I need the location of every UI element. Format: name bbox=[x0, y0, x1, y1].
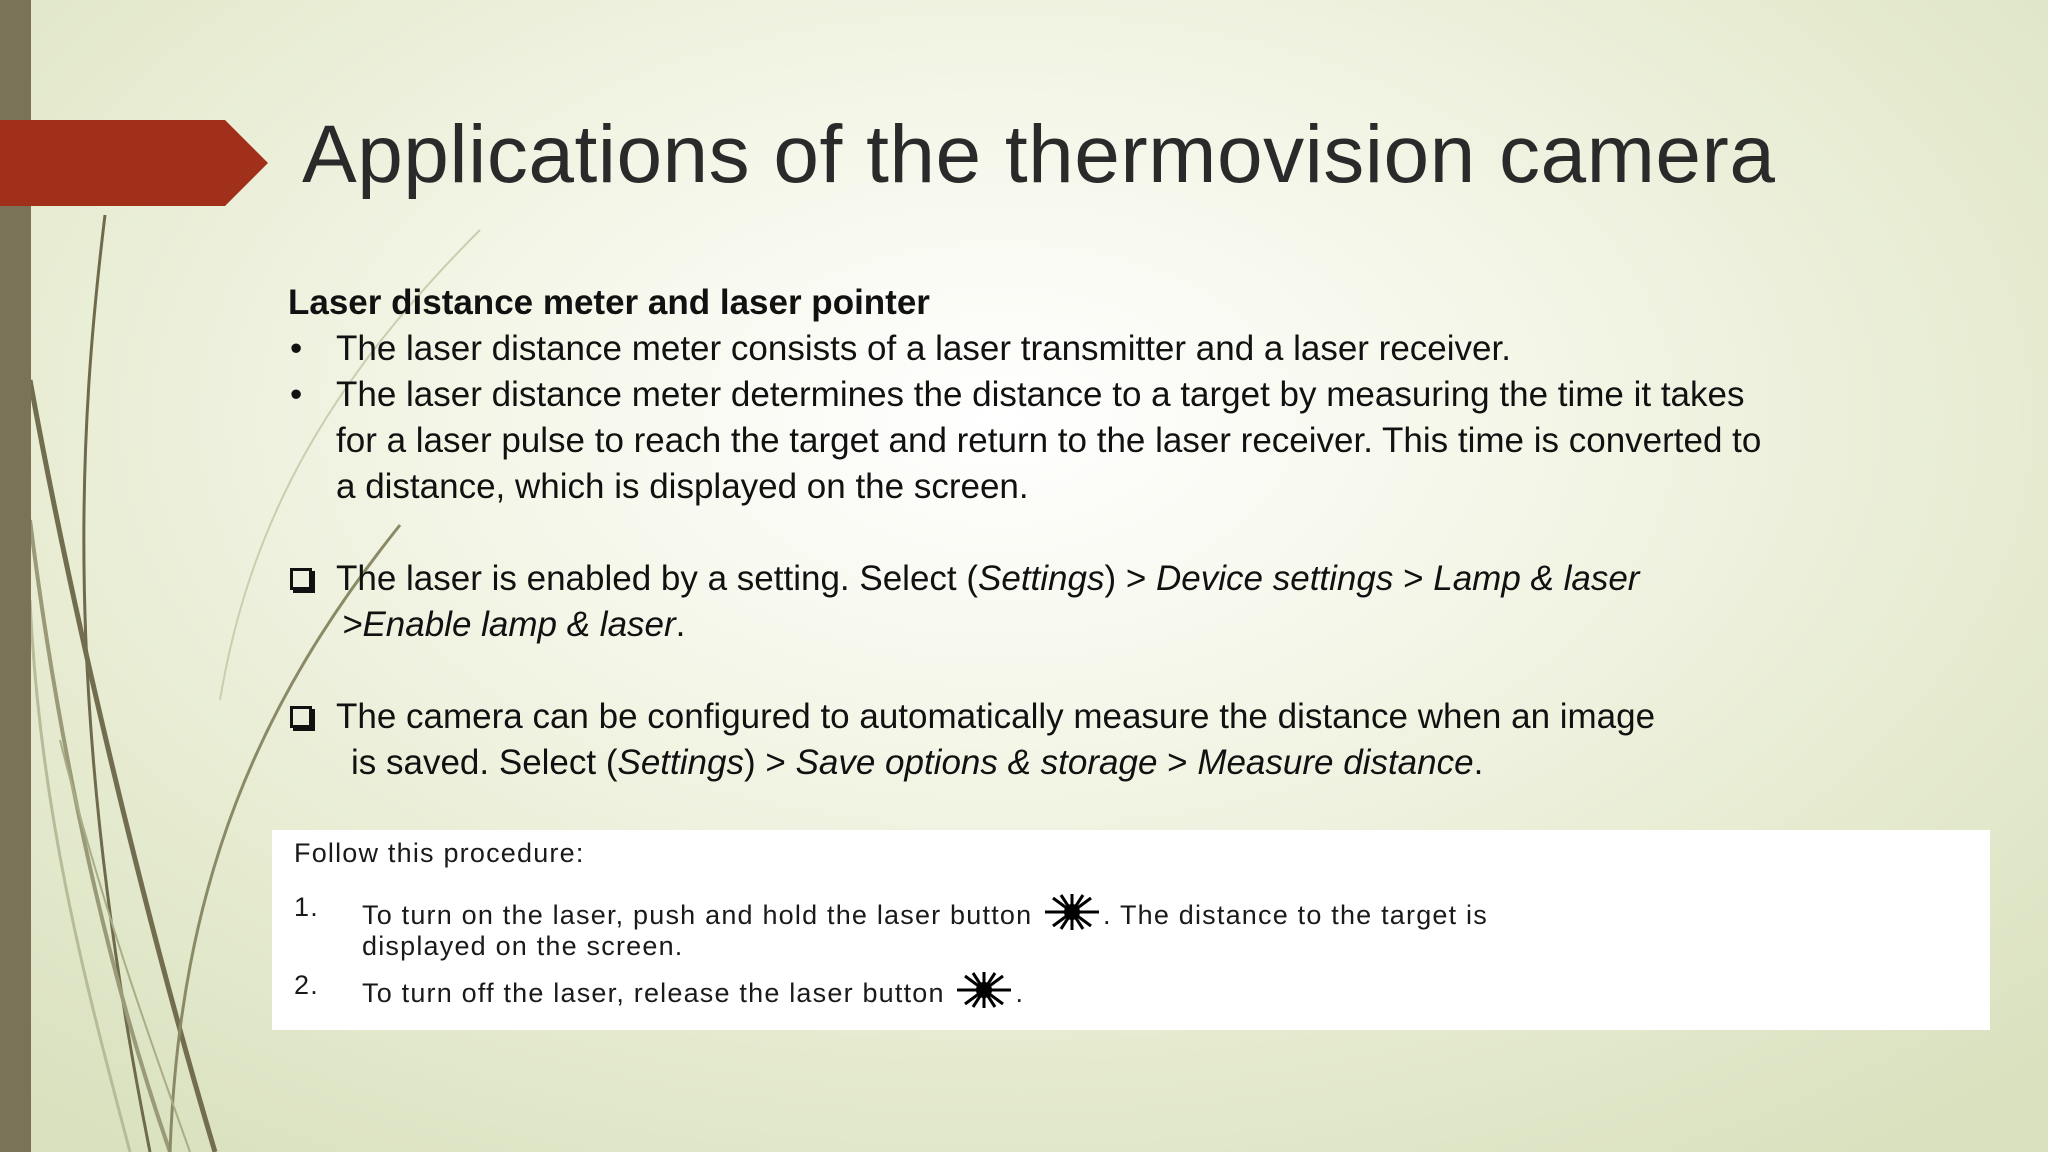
laser-burst-icon bbox=[953, 970, 1015, 1010]
checkbox-bullet-icon bbox=[290, 706, 312, 728]
section-heading: Laser distance meter and laser pointer bbox=[288, 283, 930, 322]
bullet-dot: • bbox=[290, 375, 303, 414]
procedure-title: Follow this procedure: bbox=[294, 838, 585, 868]
procedure-box: Follow this procedure: 1. To turn on the laser, push and hold the laser button . The distance to the target is displayed on the screen. 2. To turn off the laser, release the laser button . bbox=[272, 830, 1990, 1030]
bullet-item bbox=[288, 372, 1948, 510]
checkbox-bullet-icon bbox=[290, 568, 312, 590]
bullet-text: The laser distance meter consists of a laser transmitter and a laser receiver. bbox=[336, 329, 1511, 368]
bullet-item bbox=[288, 326, 1948, 372]
step-number: 1. bbox=[294, 892, 319, 922]
bullet-text: for a laser pulse to reach the target and return to the laser receiver. This time is converted to bbox=[336, 421, 1762, 460]
laser-burst-icon bbox=[1041, 892, 1103, 932]
slide-body bbox=[288, 280, 1948, 786]
note-lamp-laser: The laser is enabled by a setting. Select (Settings) > Device settings > Lamp & laser >Enable lamp & laser. bbox=[288, 556, 1948, 648]
bullet-dot: • bbox=[290, 329, 303, 368]
bullet-text: The laser distance meter determines the distance to a target by measuring the time it takes bbox=[336, 375, 1745, 414]
step-number: 2. bbox=[294, 970, 319, 1000]
note-measure-distance: The camera can be configured to automatically measure the distance when an image is saved. Select (Settings) > Save options & storage > Measure distance. bbox=[288, 694, 1948, 786]
bullet-text: a distance, which is displayed on the screen. bbox=[336, 467, 1029, 506]
slide-title: Applications of the thermovision camera bbox=[302, 109, 1776, 200]
title-accent-arrow bbox=[0, 120, 268, 206]
